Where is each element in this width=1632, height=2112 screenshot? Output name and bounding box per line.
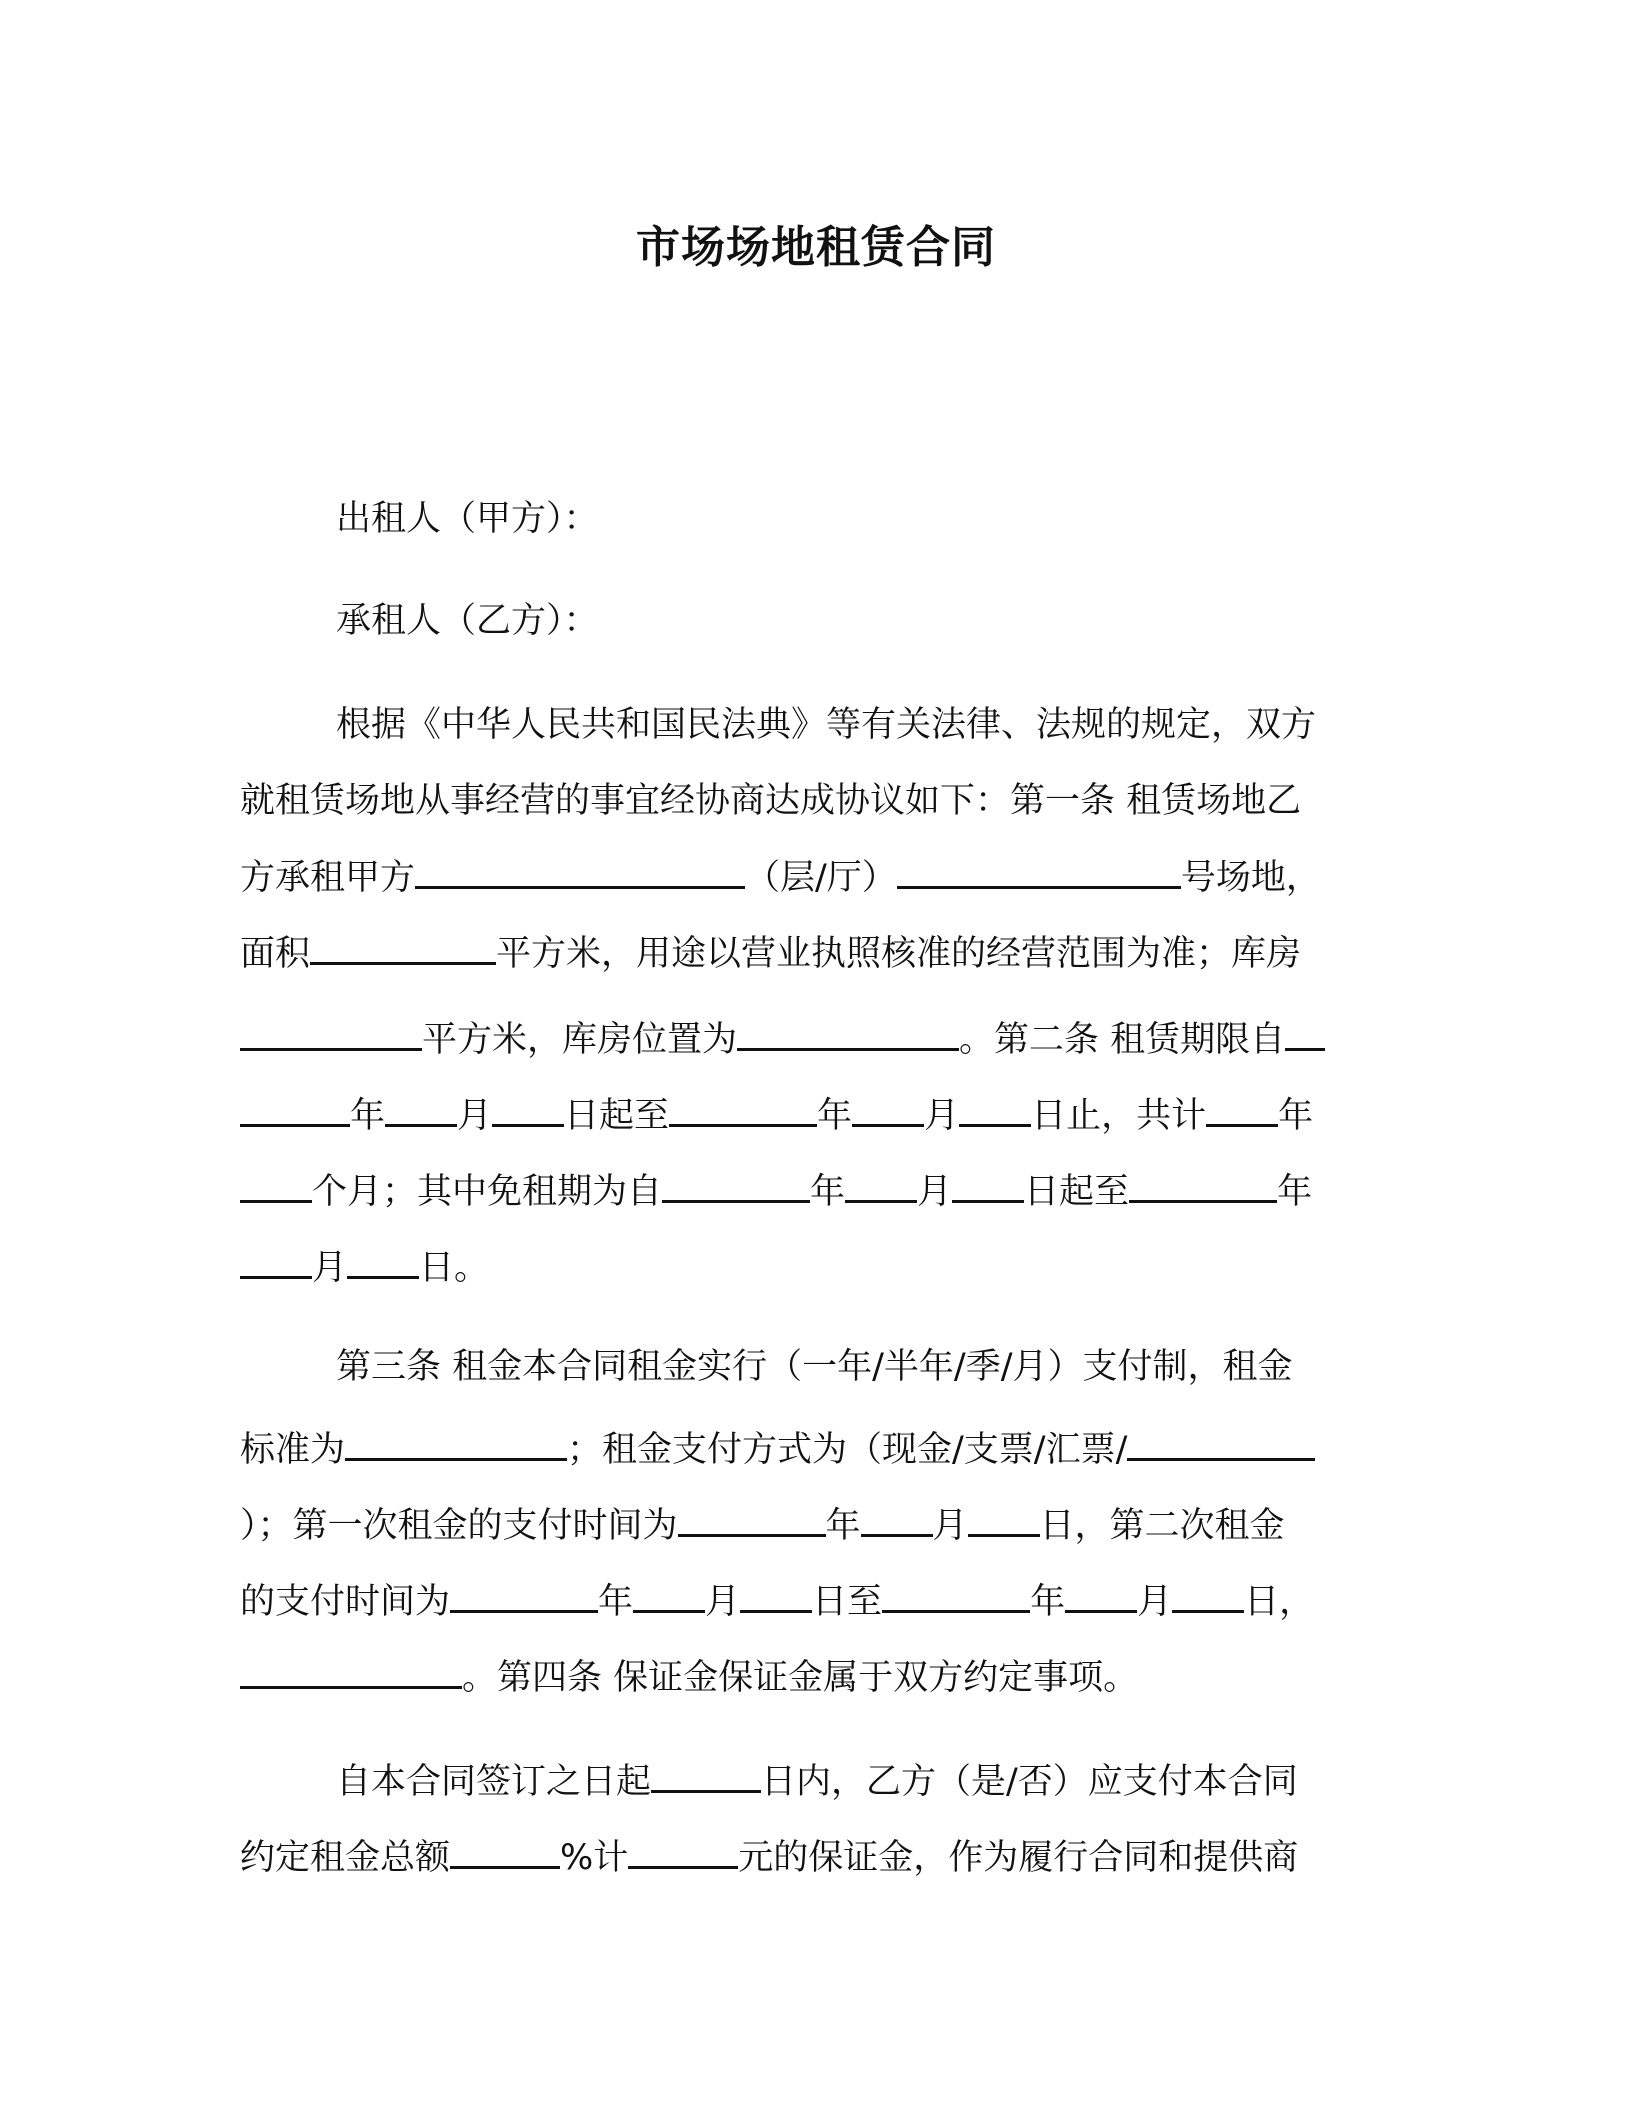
text-run: 年: [598, 1582, 634, 1622]
text-run: 月: [312, 1248, 348, 1288]
text-run: 月: [705, 1582, 741, 1622]
text-run: %计: [560, 1838, 629, 1878]
text-run: 。第二条 租赁期限自: [959, 1020, 1286, 1060]
text-run: 日止，共计: [1031, 1096, 1207, 1136]
fill-blank[interactable]: [852, 1090, 924, 1127]
text-run: 日至: [812, 1582, 883, 1622]
text-run: 月: [924, 1096, 960, 1136]
paragraph-line: [336, 1756, 1298, 1807]
fill-blank[interactable]: [882, 1576, 1030, 1613]
fill-blank[interactable]: [662, 1166, 810, 1203]
text-run: 月: [1137, 1582, 1173, 1622]
text-run: 平方米，库房位置为: [422, 1020, 738, 1060]
fill-blank[interactable]: [240, 1014, 422, 1051]
text-run: ；租金支付方式为（现金/支票/汇票/: [567, 1430, 1128, 1470]
text-run: 日。: [419, 1248, 490, 1288]
paragraph-line: [336, 1342, 1293, 1392]
fill-blank[interactable]: [968, 1500, 1040, 1537]
paragraph-line: [240, 776, 1301, 826]
text-run: 元的保证金，作为履行合同和提供商: [738, 1838, 1299, 1878]
lessor-label: 出租人（甲方）：: [336, 499, 599, 539]
fill-blank[interactable]: [240, 1090, 350, 1127]
text-run: 年: [825, 1506, 861, 1546]
paragraph-line: [240, 1832, 1298, 1883]
fill-blank[interactable]: [1206, 1090, 1278, 1127]
fill-blank[interactable]: [1172, 1576, 1244, 1613]
text-run: 号场地，: [1180, 858, 1321, 898]
paragraph-line: [336, 700, 1316, 750]
text-run: 月: [917, 1172, 953, 1212]
text-run: 。第四条 保证金保证金属于双方约定事项。: [462, 1658, 1139, 1698]
document-title: 市场场地租赁合同: [636, 222, 996, 273]
fill-blank[interactable]: [1065, 1576, 1137, 1613]
fill-blank[interactable]: [415, 852, 745, 889]
text-run: 面积: [240, 934, 311, 974]
fill-blank[interactable]: [310, 928, 496, 965]
text-run: 就租赁场地从事经营的事宜经协商达成协议如下：第一条 租赁场地乙: [240, 781, 1302, 821]
text-run: 第三条 租金本合同租金实行（一年/半年/季/月）支付制，租金: [336, 1347, 1293, 1387]
paragraph-line: [240, 928, 1301, 979]
text-run: 根据《中华人民共和国民法典》等有关法律、法规的规定，双方: [336, 705, 1317, 745]
text-run: 年: [810, 1172, 846, 1212]
fill-blank[interactable]: [959, 1090, 1031, 1127]
paragraph-line: [240, 852, 1321, 903]
text-run: 日起至: [1024, 1172, 1130, 1212]
text-run: （层/厅）: [745, 858, 897, 898]
fill-blank[interactable]: [651, 1756, 761, 1793]
text-run: 标准为: [240, 1430, 346, 1470]
text-run: 年: [1030, 1582, 1066, 1622]
fill-blank[interactable]: [240, 1242, 312, 1279]
text-run: 月: [932, 1506, 968, 1546]
text-run: 年: [817, 1096, 853, 1136]
text-run: 日内，乙方（是/否）应支付本合同: [761, 1762, 1298, 1802]
text-run: 年: [1278, 1096, 1314, 1136]
fill-blank[interactable]: [669, 1090, 817, 1127]
text-run: 个月；其中免租期为自: [312, 1172, 663, 1212]
fill-blank[interactable]: [450, 1832, 560, 1869]
fill-blank[interactable]: [633, 1576, 705, 1613]
fill-blank[interactable]: [861, 1500, 933, 1537]
text-run: 日，第二次租金: [1039, 1506, 1285, 1546]
fill-blank[interactable]: [492, 1090, 564, 1127]
text-run: 约定租金总额: [240, 1838, 451, 1878]
text-run: 自本合同签订之日起: [336, 1762, 652, 1802]
text-run: 方承租甲方: [240, 858, 416, 898]
fill-blank[interactable]: [240, 1166, 312, 1203]
paragraph-line: [240, 1090, 1313, 1141]
fill-blank[interactable]: [952, 1166, 1024, 1203]
fill-blank[interactable]: [737, 1014, 959, 1051]
fill-blank[interactable]: [385, 1090, 457, 1127]
paragraph-line: [240, 1166, 1312, 1217]
paragraph-line: [240, 1424, 1315, 1475]
lessee-label: 承租人（乙方）：: [336, 601, 599, 641]
paragraph-line: [240, 1014, 1325, 1065]
fill-blank[interactable]: [240, 1652, 462, 1689]
paragraph-line: [240, 1652, 1138, 1703]
fill-blank[interactable]: [628, 1832, 738, 1869]
text-run: ）；第一次租金的支付时间为: [240, 1506, 678, 1546]
text-run: 日，: [1244, 1582, 1315, 1622]
text-run: 日起至: [564, 1096, 670, 1136]
text-run: 月: [457, 1096, 493, 1136]
paragraph-line: [240, 1242, 489, 1293]
fill-blank[interactable]: [347, 1242, 419, 1279]
lessor-line: [336, 494, 599, 544]
fill-blank[interactable]: [740, 1576, 812, 1613]
text-run: 年: [350, 1096, 386, 1136]
fill-blank[interactable]: [1127, 1424, 1315, 1461]
text-run: 年: [1277, 1172, 1313, 1212]
paragraph-line: [240, 1500, 1285, 1551]
fill-blank[interactable]: [845, 1166, 917, 1203]
text-run: 平方米，用途以营业执照核准的经营范围为准；库房: [496, 934, 1302, 974]
text-run: 的支付时间为: [240, 1582, 451, 1622]
fill-blank[interactable]: [450, 1576, 598, 1613]
fill-blank[interactable]: [1285, 1014, 1325, 1051]
paragraph-line: [240, 1576, 1314, 1627]
fill-blank[interactable]: [678, 1500, 826, 1537]
fill-blank[interactable]: [345, 1424, 567, 1461]
fill-blank[interactable]: [897, 852, 1181, 889]
lessee-line: [336, 596, 599, 646]
fill-blank[interactable]: [1129, 1166, 1277, 1203]
